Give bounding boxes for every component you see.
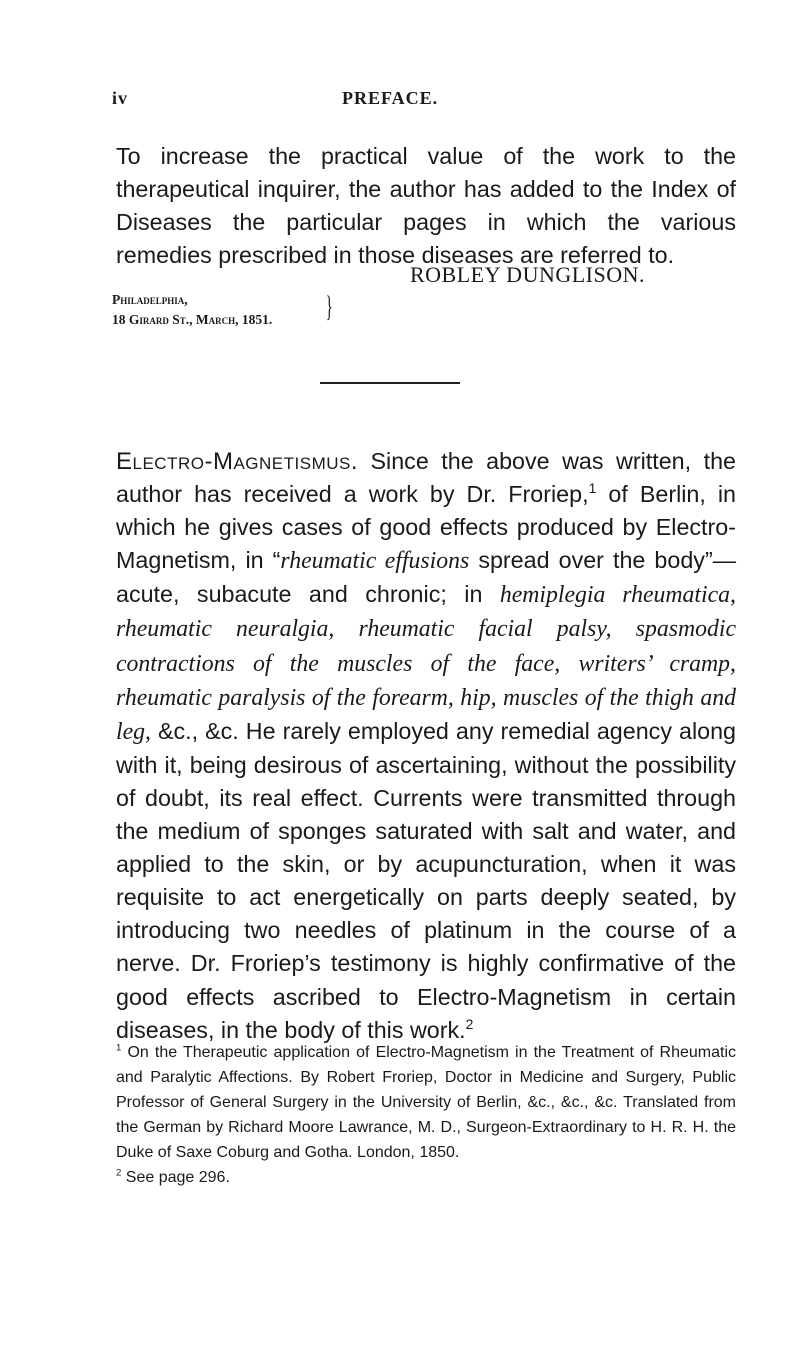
footnote-2-text: See page 296.: [121, 1169, 230, 1186]
brace-glyph: }: [325, 290, 333, 323]
body-text-1: Since the above was written, the author has received a work by Dr. Froriep,: [116, 448, 736, 508]
dateline: [112, 290, 333, 330]
section-title: PREFACE.: [342, 88, 439, 108]
section-divider: [320, 382, 460, 384]
body-text-3: spread over the body”—acute, subacute and chronic; in: [116, 547, 736, 608]
footnote-ref-1: 1: [588, 480, 597, 497]
body-text-2: of Berlin, in which he gives cases of good effects produced by Electro-Magnetism, in “: [116, 481, 736, 574]
author-signature: ROBLEY DUNGLISON.: [410, 262, 646, 287]
footnote-ref-2: 2: [465, 1015, 474, 1032]
dateline-place: Philadelphia,: [112, 292, 188, 307]
section-heading: Electro-Magnetismus.: [116, 448, 359, 475]
body-text-4: &c., &c. He rarely employed any remedial agency along with it, being desirous of ascertaining, without the possibility of doubt, its real effect. Currents were transmitted through the medium of sponges saturated with salt and water, and applied to the skin, or by acupuncturation, when it was requisite to act energetically on parts deeply seated, by introducing two needles of platinum in the course of a nerve. Dr. Froriep’s testimony is highly confirmative of the good effects ascribed to Electro-Magnetism in certain diseases, in the body of this work.: [116, 717, 736, 1043]
footnote-2: [116, 1165, 736, 1190]
footnote-1: [116, 1040, 736, 1165]
intro-paragraph: To increase the practical value of the work to the therapeutical inquirer, the author has added to the Index of Diseases the particular pages in which the various remedies prescribed in those diseases are referred to.: [116, 143, 736, 269]
footnote-1-text: On the Therapeutic application of Electro-Magnetism in the Treatment of Rheumatic and Paralytic Affections. By Robert Froriep, Doctor in Medicine and Surgery, Public Professor of General Surgery in the University of Berlin, &c., &c., &c. Translated from the German by Richard Moore Lawrance, M. D., Surgeon-Extraordinary to H. R. H. the Duke of Saxe Coburg and Gotha. London, 1850.: [116, 1044, 736, 1161]
italic-term-1: rheumatic effusions: [280, 548, 470, 575]
footnotes: [116, 1040, 736, 1190]
dateline-address-date: 18 Girard St., March, 1851.: [112, 312, 273, 327]
italic-term-list: hemiplegia rheumatica, rheumatic neuralgia, rheumatic facial palsy, spasmodic contractions of the muscles of the face, writers’ cramp, rheumatic paralysis of the forearm, hip, muscles of the thigh and leg,: [116, 582, 736, 745]
footnote-2-marker: 2: [116, 1167, 122, 1179]
electro-magnetismus-paragraph: [116, 445, 736, 1047]
page-number: iv: [112, 88, 129, 108]
footnote-1-marker: 1: [116, 1042, 122, 1054]
